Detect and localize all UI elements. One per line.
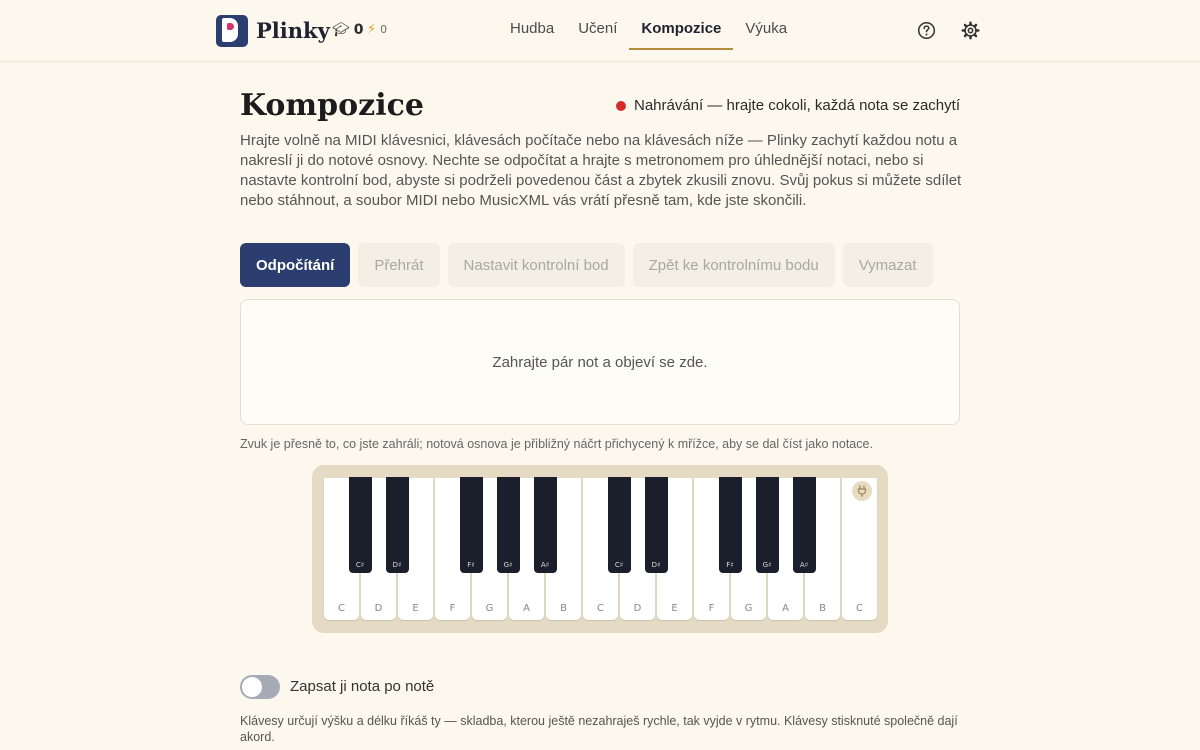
- black-key-label: G♯: [762, 561, 772, 569]
- nav-uceni[interactable]: Učení: [578, 20, 618, 37]
- piano-black-key[interactable]: [386, 477, 409, 573]
- white-key-label: A: [523, 603, 530, 614]
- white-key-label: C: [856, 603, 863, 614]
- clear-button[interactable]: Vymazat: [843, 243, 933, 287]
- piano-black-key[interactable]: [756, 477, 779, 573]
- nav-vyuka[interactable]: Výuka: [745, 20, 788, 37]
- piano-black-key[interactable]: [719, 477, 742, 573]
- piano-black-key[interactable]: [460, 477, 483, 573]
- notation-hint: Zvuk je přesně to, co jste zahráli; notová osnova je přibližný náčrt přichycený k mřížce, aby se dal číst jako notace.: [240, 437, 873, 451]
- white-key-label: D: [374, 603, 383, 614]
- recording-text: Nahrávání — hrajte cokoli, každá nota se zachytí: [633, 97, 960, 114]
- piano-black-key[interactable]: [645, 477, 668, 573]
- energy-value: 0: [380, 23, 388, 36]
- lightning-icon: ⚡︎: [367, 22, 377, 37]
- note-by-note-toggle[interactable]: [240, 675, 280, 699]
- set-checkpoint-button[interactable]: Nastavit kontrolní bod: [448, 243, 625, 287]
- recording-status: [616, 97, 960, 114]
- play-button[interactable]: Přehrát: [358, 243, 439, 287]
- white-key-label: E: [671, 603, 678, 614]
- page-title: Kompozice: [240, 88, 424, 123]
- top-bar: [0, 0, 1200, 62]
- gear-icon: [961, 21, 980, 40]
- brand-name[interactable]: Plinky: [256, 18, 330, 43]
- piano-black-key[interactable]: [349, 477, 372, 573]
- action-buttons: [240, 243, 933, 287]
- piano-black-key[interactable]: [793, 477, 816, 573]
- countdown-button[interactable]: Odpočítání: [240, 243, 350, 287]
- black-key-label: F♯: [726, 561, 734, 569]
- white-key-label: G: [744, 603, 753, 614]
- white-key-label: E: [412, 603, 419, 614]
- white-key-label: F: [449, 603, 456, 614]
- streak-stat: [332, 22, 364, 38]
- black-key-label: C♯: [614, 561, 624, 569]
- black-key-label: D♯: [651, 561, 661, 569]
- help-icon: [917, 21, 936, 40]
- piano-keyboard: [312, 465, 888, 633]
- piano-black-key[interactable]: [608, 477, 631, 573]
- black-key-label: A♯: [540, 561, 550, 569]
- white-key-label: B: [560, 603, 567, 614]
- black-key-label: D♯: [392, 561, 402, 569]
- white-key-label: C: [338, 603, 345, 614]
- black-key-label: G♯: [503, 561, 513, 569]
- graduation-cap-icon: 🎓︎: [332, 22, 350, 38]
- empty-notation-message: Zahrajte pár not a objeví se zde.: [492, 353, 708, 371]
- white-key-label: C: [597, 603, 604, 614]
- recording-dot-icon: [616, 101, 626, 111]
- page-description: Hrajte volně na MIDI klávesnici, klávesách počítače nebo na klávesách níže — Plinky zachytí každou notu a nakreslí ji do notové osnovy. Nechte se odpočítat a hrajte s metronomem pro úhlednější notaci, nebo si nastavte kontrolní bod, abyste si podrželi povedenou část a zbytek zkusili znovu. Svůj pokus si můžete sdílet nebo stáhnout, a soubor MIDI nebo MusicXML vás vrátí přesně tam, kde jste skončili.: [240, 132, 962, 209]
- black-key-label: C♯: [355, 561, 365, 569]
- nav-hudba[interactable]: Hudba: [510, 20, 555, 37]
- plug-icon[interactable]: [852, 481, 872, 501]
- toggle-knob: [242, 677, 262, 697]
- back-to-checkpoint-button[interactable]: Zpět ke kontrolnímu bodu: [633, 243, 835, 287]
- main-nav: [498, 10, 799, 50]
- white-key-label: G: [485, 603, 494, 614]
- nav-kompozice[interactable]: Kompozice: [629, 10, 733, 50]
- white-key-label: F: [708, 603, 715, 614]
- keyboard-footnote: Klávesy určují výšku a délku říkáš ty — skladba, kterou ještě nezahraješ rychle, tak vyjde v rytmu. Klávesy stisknuté společně dají akord.: [240, 714, 958, 744]
- notation-area: [240, 299, 960, 425]
- piano-black-key[interactable]: [497, 477, 520, 573]
- help-button[interactable]: [916, 20, 936, 40]
- settings-button[interactable]: [960, 20, 980, 40]
- black-key-label: A♯: [799, 561, 809, 569]
- plinky-logo-icon[interactable]: [216, 15, 248, 47]
- streak-value: 0: [353, 22, 364, 38]
- white-key-label: D: [633, 603, 642, 614]
- energy-stat: [367, 22, 387, 37]
- white-key-label: A: [782, 603, 789, 614]
- white-key-label: B: [819, 603, 826, 614]
- note-by-note-label: Zapsat ji nota po notě: [290, 678, 435, 695]
- black-key-label: F♯: [467, 561, 475, 569]
- piano-black-key[interactable]: [534, 477, 557, 573]
